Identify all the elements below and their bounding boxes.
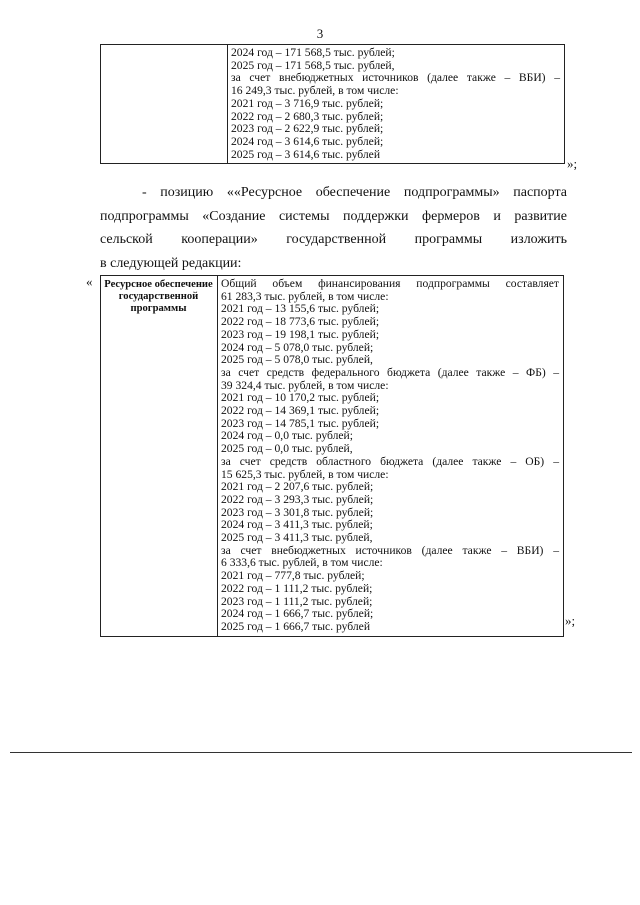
text-line: 16 249,3 тыс. рублей, в том числе: — [231, 84, 399, 98]
text-line: 2021 год – 2 207,6 тыс. рублей; — [221, 480, 374, 494]
text-line: за счет внебюджетных источников (далее также – ВБИ) – — [231, 71, 560, 85]
text-line: 2023 год – 2 622,9 тыс. рублей; — [231, 122, 384, 136]
text-line: Общий объем финансирования подпрограммы составляет — [221, 277, 559, 290]
resource-label-cell: Ресурсное обеспечение государственной программы — [101, 276, 218, 637]
text-line: 2024 год – 1 666,7 тыс. рублей; — [221, 607, 374, 621]
amendment-paragraph — [100, 181, 567, 275]
closing-quote: »; — [567, 156, 578, 171]
text-line: 2023 год – 14 785,1 тыс. рублей; — [221, 416, 380, 430]
opening-quote: « — [86, 274, 93, 289]
text-line: 2022 год – 18 773,6 тыс. рублей; — [221, 315, 380, 329]
text-line: 2022 год – 1 111,2 тыс. рублей; — [221, 581, 373, 595]
text-line: за счет средств федерального бюджета (далее также – ФБ) – — [221, 365, 559, 379]
text-line: 2022 год – 14 369,1 тыс. рублей; — [221, 404, 380, 418]
text-line: 39 324,4 тыс. рублей, в том числе: — [221, 378, 389, 392]
text-line: 2023 год – 19 198,1 тыс. рублей; — [221, 327, 380, 341]
text-line: 2025 год – 5 078,0 тыс. рублей, — [221, 353, 373, 367]
text-line: 2025 год – 3 411,3 тыс. рублей, — [221, 531, 373, 545]
text-line: 2024 год – 3 411,3 тыс. рублей; — [221, 518, 373, 532]
text-line: 2025 год – 171 568,5 тыс. рублей, — [231, 58, 395, 72]
page-number: 3 — [316, 26, 324, 41]
text-line: за счет средств областного бюджета (далее также – ОБ) – — [221, 454, 559, 468]
text-line: 2025 год – 1 666,7 тыс. рублей — [221, 619, 371, 633]
text-line: за счет внебюджетных источников (далее также – ВБИ) – — [221, 543, 559, 557]
value-cell — [228, 45, 565, 164]
text-line: 2023 год – 1 111,2 тыс. рублей; — [221, 594, 373, 608]
text-line: 6 333,6 тыс. рублей, в том числе: — [221, 556, 383, 570]
paragraph-line: в следующей редакции: — [100, 255, 242, 271]
text-line: 2024 год – 171 568,5 тыс. рублей; — [231, 46, 395, 59]
paragraph-line: подпрограммы «Создание системы поддержки фермеров и развитие — [100, 208, 567, 224]
footer-rule — [10, 752, 632, 753]
passport-table-continued — [100, 44, 565, 164]
text-line: 2024 год – 0,0 тыс. рублей; — [221, 429, 353, 443]
text-line: 2024 год – 5 078,0 тыс. рублей; — [221, 340, 374, 354]
paragraph-line: - позицию ««Ресурсное обеспечение подпрограммы» паспорта — [142, 185, 567, 200]
text-line: 2025 год – 3 614,6 тыс. рублей — [231, 147, 381, 161]
text-line: 2022 год – 2 680,3 тыс. рублей; — [231, 109, 384, 123]
text-line: 2021 год – 10 170,2 тыс. рублей; — [221, 391, 380, 405]
paragraph-line: сельской кооперации» государственной программы изложить — [100, 232, 567, 247]
text-line: 15 625,3 тыс. рублей, в том числе: — [221, 467, 389, 481]
passport-table-new — [100, 275, 564, 637]
financing-cell — [218, 276, 564, 637]
closing-quote: »; — [565, 613, 576, 628]
text-line: 2024 год – 3 614,6 тыс. рублей; — [231, 134, 384, 148]
text-line: 2021 год – 3 716,9 тыс. рублей; — [231, 96, 384, 110]
text-line: 2021 год – 13 155,6 тыс. рублей; — [221, 302, 380, 316]
text-line: 61 283,3 тыс. рублей, в том числе: — [221, 289, 389, 303]
label-cell-empty — [101, 45, 228, 164]
text-line: 2023 год – 3 301,8 тыс. рублей; — [221, 505, 374, 519]
text-line: 2021 год – 777,8 тыс. рублей; — [221, 569, 365, 583]
text-line: 2025 год – 0,0 тыс. рублей, — [221, 442, 353, 456]
text-line: 2022 год – 3 293,3 тыс. рублей; — [221, 492, 374, 506]
